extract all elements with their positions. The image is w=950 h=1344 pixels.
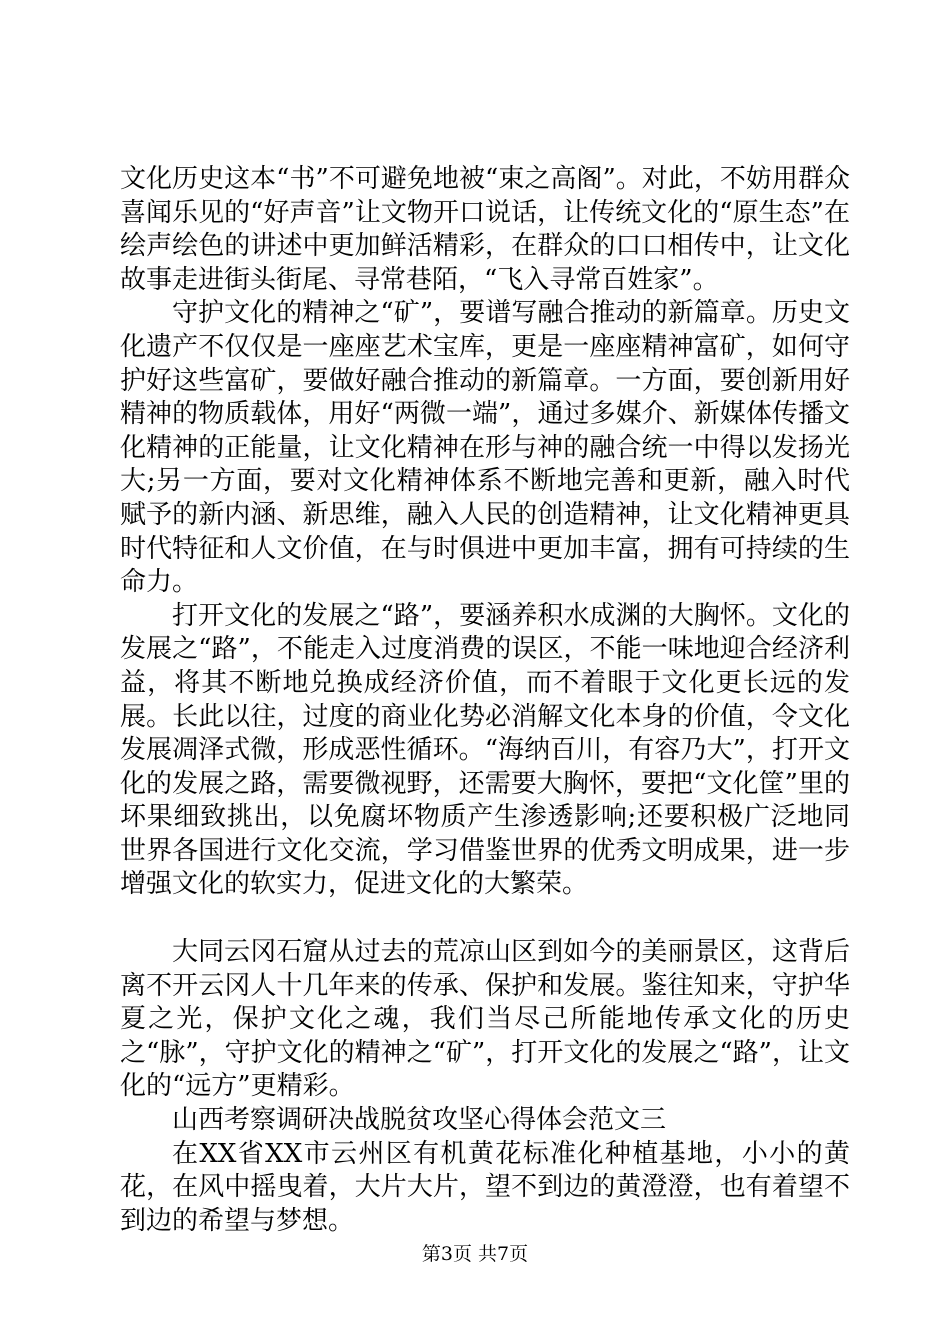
page-number-footer: 第3页 共7页	[421, 1243, 529, 1265]
paragraph-continuation: 文化历史这本“书”不可避免地被“束之高阁”。对此，不妨用群众喜闻乐见的“好声音”让文物开口说话，让传统文化的“原生态”在绘声绘色的讲述中更加鲜活精彩，在群众的口口相传中，让文化故事走进街头街尾、寻常巷陌，“飞入寻常百姓家”。	[120, 164, 850, 295]
section-heading: 山西考察调研决战脱贫攻坚心得体会范文三	[172, 1105, 667, 1136]
paragraph-daylily-base: 在XX省XX市云州区有机黄花标准化种植基地，小小的黄花，在风中摇曳着，大片大片，望不到边的黄澄澄，也有着望不到边的希望与梦想。	[120, 1138, 850, 1236]
paragraph-development-road: 打开文化的发展之“路”，要涵养积水成渊的大胸怀。文化的发展之“路”，不能走入过度消费的误区，不能一味地迎合经济利益，将其不断地兑换成经济价值，而不着眼于文化更长远的发展。长此以往，过度的商业化势必消解文化本身的价值，令文化发展凋泽式微，形成恶性循环。“海纳百川，有容乃大”，打开文化的发展之路，需要微视野，还需要大胸怀，要把“文化筐”里的坏果细致挑出，以免腐坏物质产生渗透影响;还要积极广泛地同世界各国进行文化交流，学习借鉴世界的优秀文明成果，进一步增强文化的软实力，促进文化的大繁荣。	[120, 600, 850, 900]
document-body	[120, 163, 850, 1238]
paragraph-spirit-mine: 守护文化的精神之“矿”，要谱写融合推动的新篇章。历史文化遗产不仅仅是一座座艺术宝库，更是一座座精神富矿，如何守护好这些富矿，要做好融合推动的新篇章。一方面，要创新用好精神的物质载体，用好“两微一端”，通过多媒介、新媒体传播文化精神的正能量，让文化精神在形与神的融合统一中得以发扬光大;另一方面，要对文化精神体系不断地完善和更新，融入时代赋予的新内涵、新思维，融入人民的创造精神，让文化精神更具时代特征和人文价值，在与时俱进中更加丰富，拥有可持续的生命力。	[120, 298, 850, 598]
paragraph-gap	[120, 902, 850, 936]
paragraph-yungang-grottoes: 大同云冈石窟从过去的荒凉山区到如今的美丽景区，这背后离不开云冈人十几年来的传承、保护和发展。鉴往知来，守护华夏之光，保护文化之魂，我们当尽己所能地传承文化的历史之“脉”，守护文化的精神之“矿”，打开文化的发展之“路”，让文化的“远方”更精彩。	[120, 937, 850, 1102]
